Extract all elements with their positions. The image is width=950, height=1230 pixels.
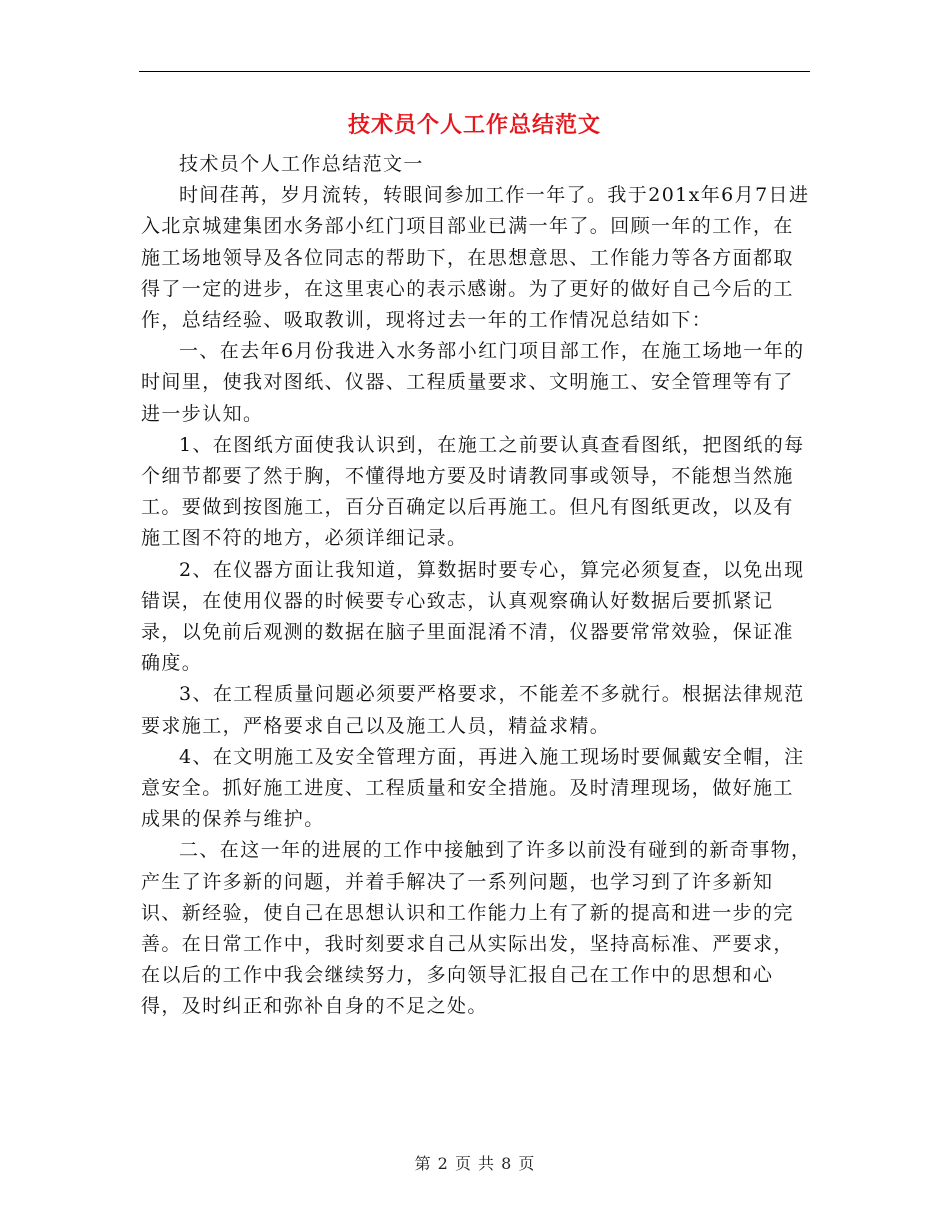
section-heading: 技术员个人工作总结范文一 (179, 153, 424, 175)
header-rule (139, 71, 810, 72)
intro-paragraph: 时间荏苒，岁月流转，转眼间参加工作一年了。我于201x年6月7日进入北京城建集团水务部小红门项目部业已满一年了。回顾一年的工作，在施工场地领导及各位同志的帮助下，在思想意思、工作能力等各方面都取得了一定的进步，在这里衷心的表示感谢。为了更好的做好自己今后的工作，总结经验、吸取教训，现将过去一年的工作情况总结如下： (141, 184, 810, 332)
body-paragraph: 3、在工程质量问题必须要严格要求，不能差不多就行。根据法律规范要求施工，严格要求自己以及施工人员，精益求精。 (141, 683, 805, 737)
page-number: 第 2 页 共 8 页 (414, 1154, 536, 1173)
body-paragraph: 一、在去年6月份我进入水务部小红门项目部工作，在施工场地一年的时间里，使我对图纸、仪器、工程质量要求、文明施工、安全管理等有了进一步认知。 (141, 340, 805, 425)
document-title: 技术员个人工作总结范文 (347, 113, 601, 138)
body-paragraph: 1、在图纸方面使我认识到，在施工之前要认真查看图纸，把图纸的每个细节都要了然于胸，不懂得地方要及时请教同事或领导，不能想当然施工。要做到按图施工，百分百确定以后再施工。但凡有图纸更改，以及有施工图不符的地方，必须详细记录。 (141, 433, 805, 550)
body-paragraph: 二、在这一年的进展的工作中接触到了许多以前没有碰到的新奇事物，产生了许多新的问题，并着手解决了一系列问题，也学习到了许多新知识、新经验，使自己在思想认识和工作能力上有了新的提高和进一步的完善。在日常工作中，我时刻要求自己从实际出发，坚持高标准、严要求，在以后的工作中我会继续努力，多向领导汇报自己在工作中的思想和心得，及时纠正和弥补自身的不足之处。 (141, 839, 812, 1018)
document-body (141, 149, 813, 1023)
body-paragraph: 4、在文明施工及安全管理方面，再进入施工现场时要佩戴安全帽，注意安全。抓好施工进度、工程质量和安全措施。及时清理现场，做好施工成果的保养与维护。 (141, 745, 805, 831)
body-paragraph: 2、在仪器方面让我知道，算数据时要专心，算完必须复查，以免出现错误，在使用仪器的时候要专心致志，认真观察确认好数据后要抓紧记录，以免前后观测的数据在脑子里面混淆不清，仪器要常常效验，保证准确度。 (141, 558, 805, 675)
